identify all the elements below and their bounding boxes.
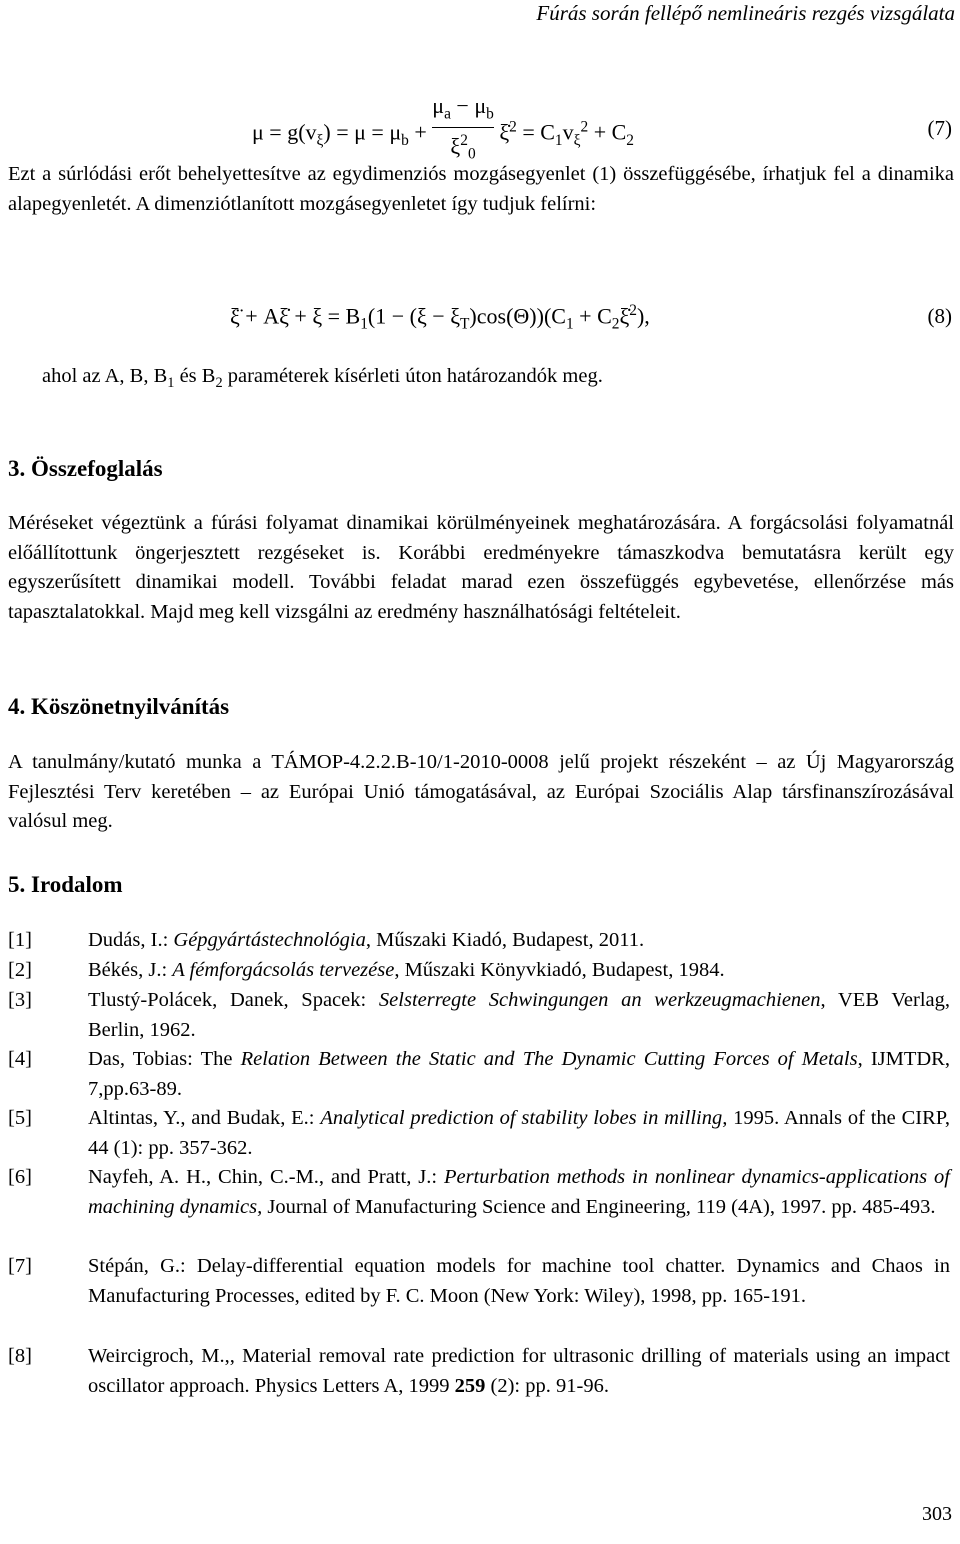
section-heading-summary: 3. Összefoglalás — [8, 456, 163, 481]
paragraph-substitution: Ezt a súrlódási erőt behelyettesítve az egydimenziós mozgásegyenlet (1) összefüggésébe, írhatjuk fel a dinamika alapegyenletét. A dimenziótlanított mozgásegyenletet így tudjuk felírni: — [8, 163, 954, 215]
reference-number: [5] — [8, 1107, 32, 1129]
reference-number: [4] — [8, 1048, 32, 1070]
equation-8-number: (8) — [927, 304, 952, 328]
reference-entry: Stépán, G.: Delay-differential equation models for machine tool chatter. Dynamics and Chaos in Manufacturing Processes, edited by F. C. Moon (New York: Wiley), 1998, pp. 165-191. — [88, 1255, 950, 1307]
reference-entry: Tlustý-Polácek, Danek, Spacek: Selsterregte Schwingungen an werkzeugmachienen, VEB Verlag, Berlin, 1962. — [88, 989, 950, 1041]
reference-number: [1] — [8, 929, 32, 951]
reference-number: [3] — [8, 989, 32, 1011]
reference-entry: Das, Tobias: The Relation Between the Static and The Dynamic Cutting Forces of Metals, IJMTDR, 7,pp.63-89. — [88, 1048, 950, 1100]
reference-number: [7] — [8, 1255, 32, 1277]
paragraph-summary: Méréseket végeztünk a fúrási folyamat dinamikai körülményeinek meghatározására. A forgácsolási folyamatnál előállítottunk öngerjesztett rezgéseket is. Korábbi eredményekre támaszkodva bemutatásra került egy egyszerűsített dinamikai modell. További feladat marad ezen összefüggés egybevetése, ellenőrzése más tapasztalatokkal. Majd meg kell vizsgálni az eredmény használhatósági feltételeit. — [8, 512, 954, 623]
equation-7-fraction: $\frac{\mu_a - \mu_b}{\xi^2_0}$ — [432, 93, 494, 164]
running-header: Fúrás során fellépő nemlineáris rezgés vizsgálata — [536, 1, 955, 25]
section-heading-references: 5. Irodalom — [8, 872, 123, 897]
section-heading-acknowledgement: 4. Köszönetnyilvánítás — [8, 694, 230, 719]
equation-7-number: (7) — [927, 116, 952, 140]
reference-entry: Dudás, I.: Gépgyártástechnológia, Műszaki Kiadó, Budapest, 2011. — [88, 929, 645, 951]
reference-entry: Békés, J.: A fémforgácsolás tervezése, Műszaki Könyvkiadó, Budapest, 1984. — [88, 959, 725, 981]
reference-entry: Nayfeh, A. H., Chin, C.-M., and Pratt, J.: Perturbation methods in nonlinear dynamics-applications of machining dynamics, Journal of Manufacturing Science and Engineering, 119 (4A), 1997. pp. 485-493. — [88, 1166, 950, 1218]
reference-entry: Altintas, Y., and Budak, E.: Analytical prediction of stability lobes in milling, 1995. Annals of the CIRP, 44 (1): pp. 357-362. — [88, 1107, 950, 1159]
reference-number: [2] — [8, 959, 32, 981]
paragraph-acknowledgement: A tanulmány/kutató munka a TÁMOP-4.2.2.B-10/1-2010-0008 jelű projekt részeként – az Új Magyarország Fejlesztési Terv keretében – az Európai Unió támogatásával, az Európai Szociális Alap társfinanszírozásával valósul meg. — [8, 751, 954, 833]
reference-entry: Weircigroch, M.,, Material removal rate prediction for ultrasonic drilling of materials using an impact oscillator approach. Physics Letters A, 1999 259 (2): pp. 91-96. — [88, 1345, 950, 1397]
reference-number: [6] — [8, 1166, 32, 1188]
equation-8: ξ̈ + Aξ̇ + $\xi = B_1(1 - (\xi - \xi_T)\cos(\Theta))(C_1$ + $C_2\xi̇^2$), — [230, 302, 650, 333]
equation-7: $\mu = g(v_\xi) = \mu = \mu_b$ + $\frac{\mu_a - \mu_b}{\xi^2_0}$ ξ̇$^2$ = $C_1v_\xi^2 + C_2$ — [252, 98, 634, 171]
page-number: 303 — [922, 1503, 952, 1525]
paragraph-parameters: ahol az A, B, $B_1$ és $B_2$ paraméterek kísérleti úton határozandók meg. — [42, 365, 603, 392]
reference-number: [8] — [8, 1345, 32, 1367]
